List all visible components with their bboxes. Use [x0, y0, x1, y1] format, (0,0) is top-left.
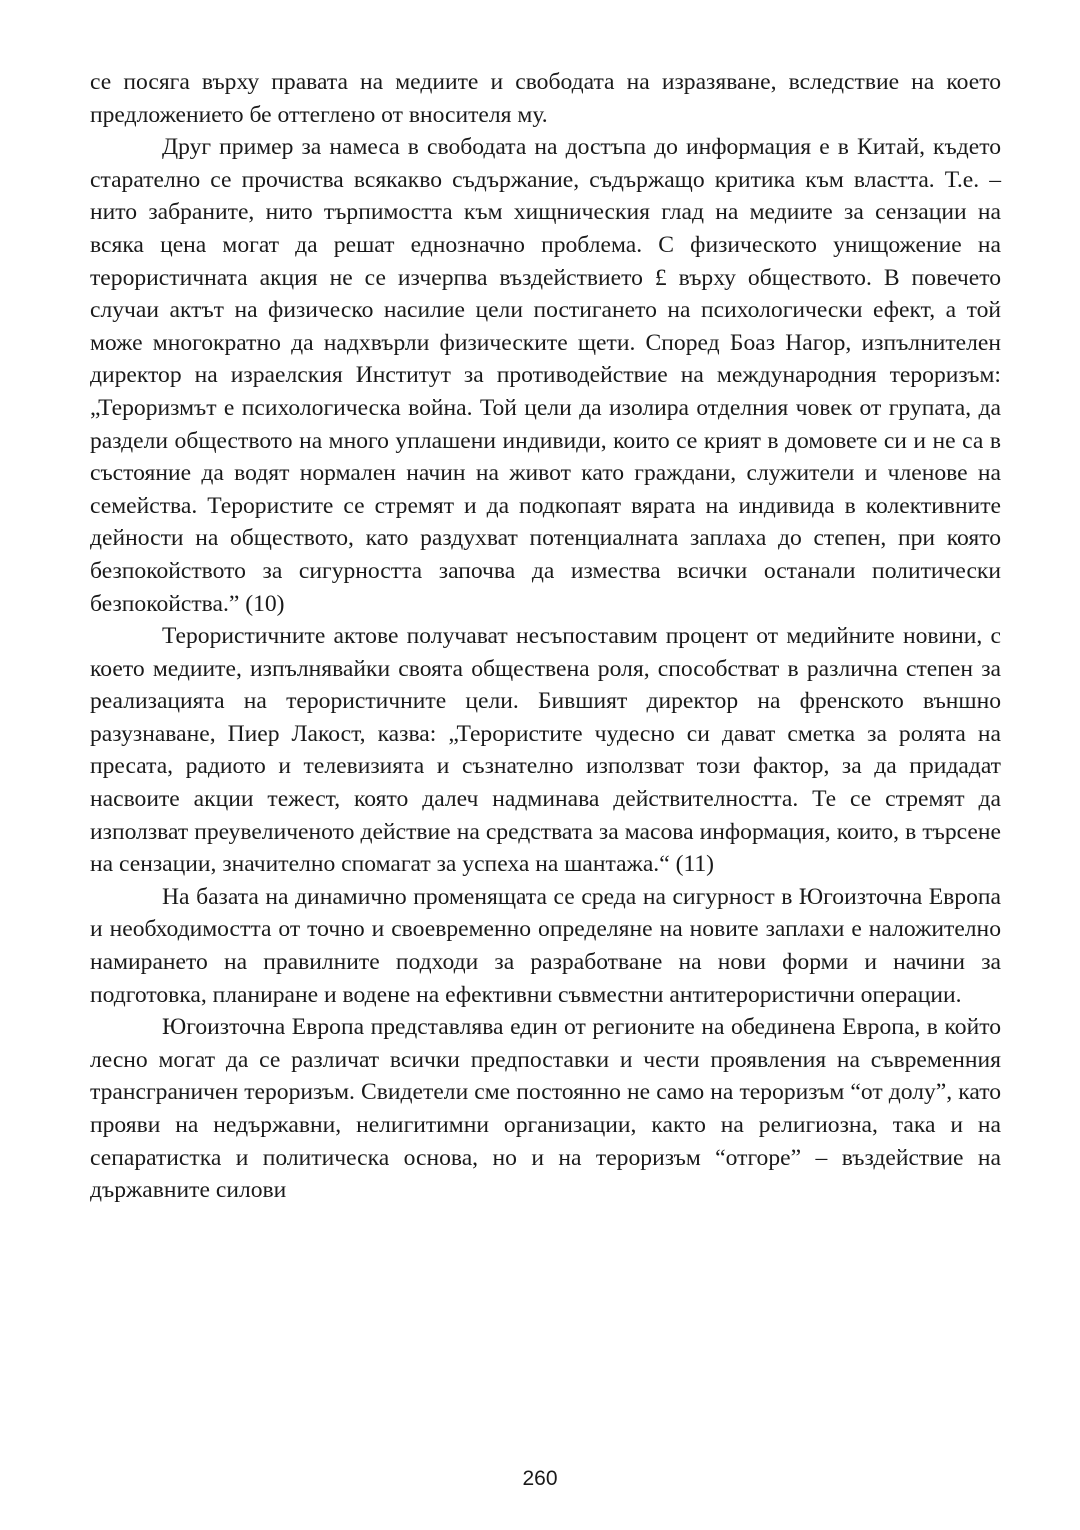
page-body	[90, 66, 1001, 1207]
paragraph-southeast-europe: Югоизточна Европа представлява един от регионите на обединена Европа, в който лесно могат да се различат всички предпоставки и чести проявления на съвременния трансграничен тероризъм. Свидетели сме постоянно не само на тероризъм “от долу”, като прояви на недържавни, нелигитимни организации, както на религиозна, така и на сепаратистка и политическа основа, но и на тероризъм “отгоре” – въздействие на държавните силови	[90, 1014, 1001, 1204]
paragraph-continuation: се посяга върху правата на медиите и свободата на изразяване, вследствие на което предложението бе оттеглено от вносителя му.	[90, 69, 1001, 128]
paragraph-china-example: Друг пример за намеса в свободата на достъпа до информация е в Китай, където старателно се прочиства всякакво съдържание, съдържащо критика към властта. Т.е. – нито забраните, нито търпимостта към хищническия глад на медиите за сензации на всяка цена могат да решат еднозначно проблема. С физическото унищожение на терористичната акция не се изчерпва въздействието £ върху обществото. В повечето случаи актът на физическо насилие цели постигането на психологически ефект, а той може многократно да надхвърли физическите щети. Според Боаз Нагор, изпълнителен директор на израелския Институт за противодействие на международния тероризъм: „Тероризмът е психологическа война. Той цели да изолира отделния човек от групата, да раздели обществото на много уплашени индивиди, които се крият в домовете си и не са в състояние да водят нормален начин на живот като граждани, служители и членове на семейства. Терористите се стремят и да подкопаят вярата на индивида в колективните дейности на обществото, като раздухват потенциалната заплаха до степен, при която безпокойството за сигурността започва да измества всички останали политически безпокойства.” (10)	[90, 134, 1001, 617]
paragraph-security-environment: На базата на динамично променящата се среда на сигурност в Югоизточна Европа и необходимостта от точно и своевременно определяне на новите заплахи е наложително намирането на правилните подходи за разработване на нови форми и начини за подготовка, планиране и водене на ефективни съвместни антитерористични операции.	[90, 883, 1001, 1008]
page-number: 260	[522, 1467, 558, 1490]
paragraph-terrorist-acts-media: Терористичните актове получават несъпоставим процент от медийните новини, с което медиите, изпълнявайки своята обществена роля, способстват в различна степен за реализацията на терористичните цели. Бившият директор на френското външно разузнаване, Пиер Лакост, казва: „Терористите чудесно си дават сметка за ролята на пресата, радиото и телевизията и съзнателно използват този фактор, за да придадат насвоите акции тежест, която далеч надминава действителността. Те се стремят да използват преувеличеното действие на средствата за масова информация, които, в търсене на сензации, значително спомагат за успеха на шантажа.“ (11)	[90, 623, 1001, 878]
